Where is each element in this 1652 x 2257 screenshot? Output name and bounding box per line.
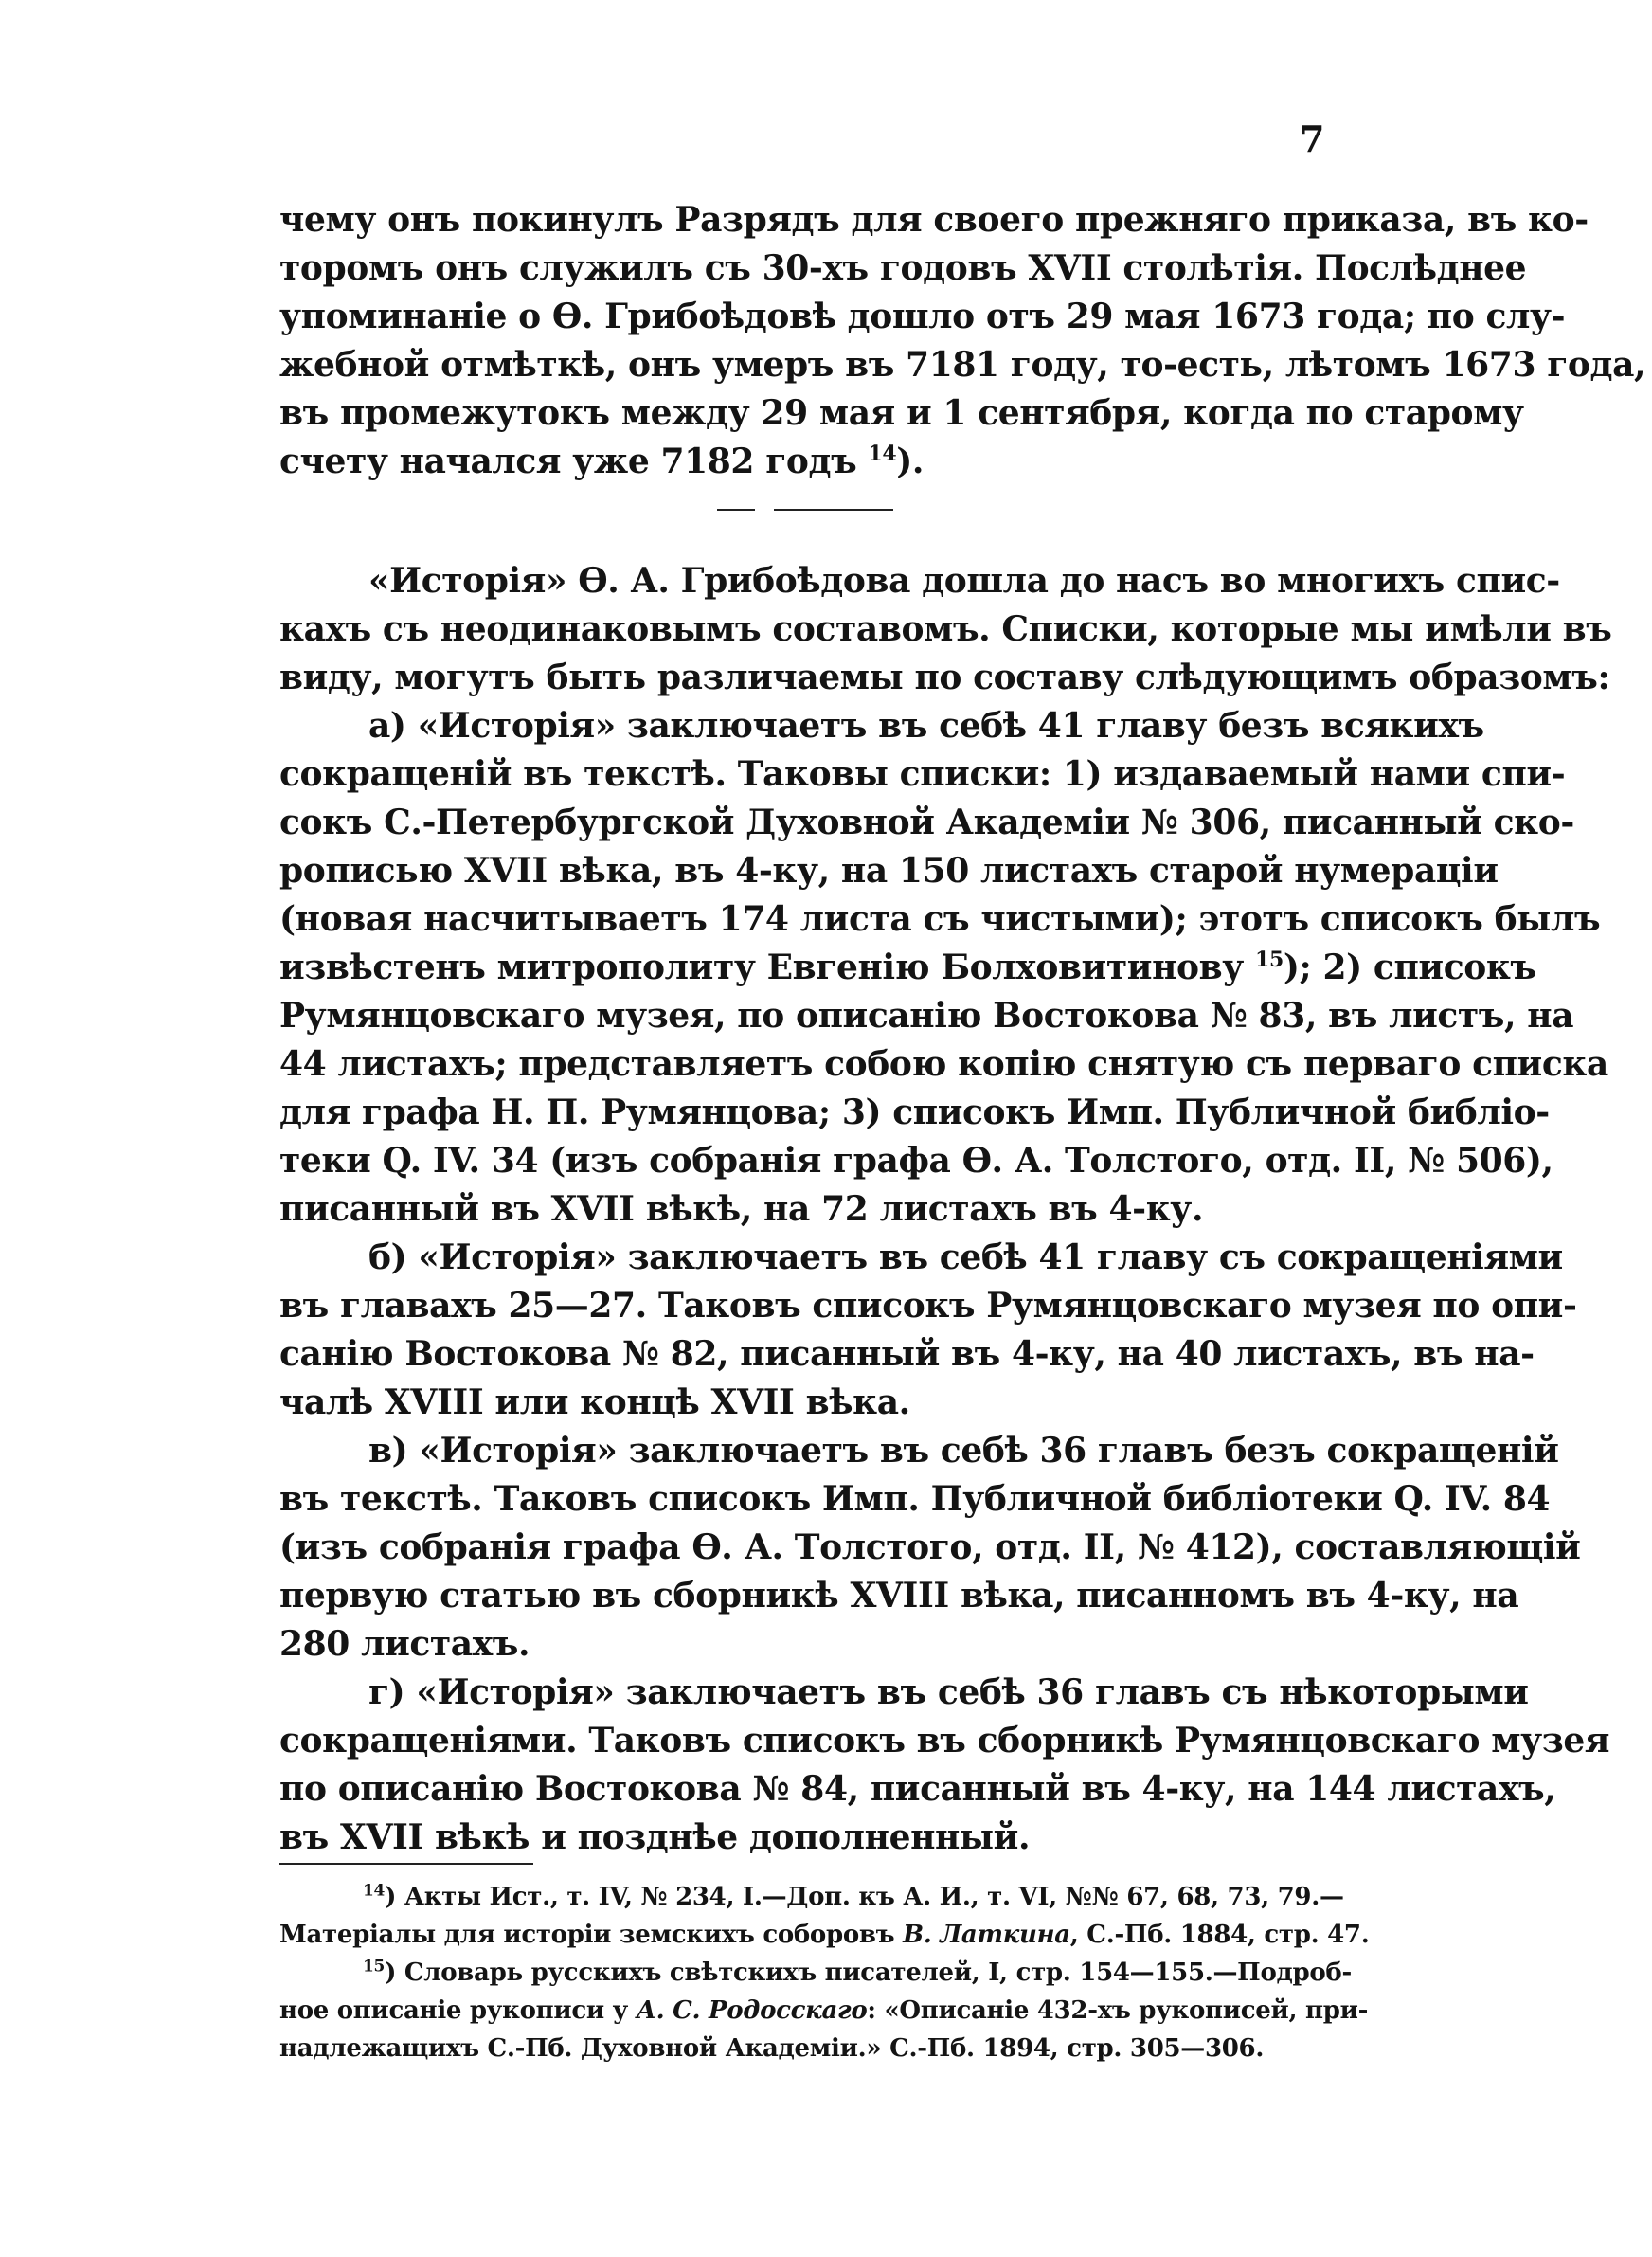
- text-line: «Исторія» Ѳ. А. Грибоѣдова дошла до насъ во многихъ спис-: [368, 561, 1560, 601]
- footnotes: [279, 1878, 1370, 2067]
- text-line: (изъ собранія графа Ѳ. А. Толстого, отд. II, № 412), составляющій: [279, 1527, 1581, 1567]
- paragraph-continuation: [279, 196, 1646, 486]
- text-line: рописью XVII вѣка, въ 4-ку, на 150 листахъ старой нумераціи: [279, 851, 1499, 891]
- text-line: 44 листахъ; представляетъ собою копію снятую съ перваго списка: [279, 1044, 1608, 1084]
- text-line: чалѣ XVIII или концѣ XVII вѣка.: [279, 1382, 910, 1422]
- footnote-number: 14: [363, 1881, 386, 1901]
- footnote-14-line: $^{14}$) Акты Ист., т. IV, № 234, I.—Доп. къ А. И., т. VI, №№ 67, 68, 73, 79.—: [363, 1881, 1344, 1911]
- text-line: въ текстѣ. Таковъ списокъ Имп. Публичной библіотеки Q. IV. 84: [279, 1479, 1551, 1519]
- text-line: для графа Н. П. Румянцова; 3) списокъ Имп. Публичной библіо-: [279, 1092, 1550, 1132]
- text-line: чему онъ покинулъ Разрядъ для своего прежняго приказа, въ ко-: [279, 200, 1589, 240]
- text-line: в) «Исторія» заключаетъ въ себѣ 36 главъ безъ сокращеній: [368, 1431, 1559, 1471]
- text-line: въ главахъ 25—27. Таковъ списокъ Румянцовскаго музея по опи-: [279, 1286, 1577, 1326]
- list-item-a: [279, 702, 1608, 1234]
- text-line: упоминаніе о Ѳ. Грибоѣдовѣ дошло отъ 29 мая 1673 года; по слу-: [279, 297, 1566, 336]
- text-line: г) «Исторія» заключаетъ въ себѣ 36 главъ съ нѣкоторыми: [368, 1672, 1529, 1712]
- text-line: санію Востокова № 82, писанный въ 4-ку, на 40 листахъ, въ на-: [279, 1334, 1535, 1374]
- footnote-rule: [279, 1863, 533, 1865]
- text-line: сокращеній въ текстѣ. Таковы списки: 1) издаваемый нами спи-: [279, 754, 1566, 794]
- text-line: въ XVII вѣкѣ и позднѣе дополненный.: [279, 1817, 1031, 1857]
- text-line: въ промежутокъ между 29 мая и 1 сентября, когда по старому: [279, 393, 1524, 433]
- text-line: сокращеніями. Таковъ списокъ въ сборникѣ Румянцовскаго музея: [279, 1721, 1610, 1760]
- footnote-14-line: Матеріалы для исторіи земскихъ соборовъ В. Латкина, С.-Пб. 1884, стр. 47.: [279, 1921, 1370, 1949]
- text-line: Румянцовскаго музея, по описанію Востокова № 83, въ листъ, на: [279, 996, 1574, 1036]
- footnote-15-line: надлежащихъ С.-Пб. Духовной Академіи.» С.-Пб. 1894, стр. 305—306.: [279, 2034, 1265, 2063]
- list-item-c: [279, 1427, 1581, 1669]
- text-line: сокъ С.-Петербургской Духовной Академіи № 306, писанный ско-: [279, 803, 1574, 842]
- text-line: (новая насчитываетъ 174 листа съ чистыми); этотъ списокъ былъ: [279, 899, 1601, 939]
- footnote-ref[interactable]: 15: [1255, 948, 1284, 972]
- text-line: жебной отмѣткѣ, онъ умеръ въ 7181 году, то-есть, лѣтомъ 1673 года,: [279, 345, 1646, 385]
- text-line: торомъ онъ служилъ съ 30-хъ годовъ XVII столѣтія. Послѣднее: [279, 248, 1527, 288]
- text-line: 280 листахъ.: [279, 1624, 530, 1664]
- text-line: писанный въ XVII вѣкѣ, на 72 листахъ въ 4-ку.: [279, 1189, 1204, 1229]
- page-number: 7: [1300, 117, 1325, 160]
- text-line: счету начался уже 7182 годъ $^{14}$).: [279, 442, 925, 481]
- text-line: б) «Исторія» заключаетъ въ себѣ 41 главу съ сокращеніями: [368, 1237, 1563, 1277]
- paragraph-intro: [279, 557, 1612, 702]
- list-item-d: [279, 1669, 1610, 1862]
- text-line: виду, могутъ быть различаемы по составу слѣдующимъ образомъ:: [279, 658, 1610, 697]
- list-item-b: [279, 1234, 1577, 1427]
- text-line: а) «Исторія» заключаетъ въ себѣ 41 главу безъ всякихъ: [368, 706, 1484, 746]
- text-line: по описанію Востокова № 84, писанный въ 4-ку, на 144 листахъ,: [279, 1769, 1556, 1809]
- footnote-number: 15: [363, 1957, 386, 1977]
- text-line: теки Q. IV. 34 (изъ собранія графа Ѳ. А. Толстого, отд. II, № 506),: [279, 1141, 1553, 1181]
- text-line: кахъ съ неодинаковымъ составомъ. Списки, которые мы имѣли въ: [279, 609, 1612, 649]
- footnote-15-line: $^{15}$) Словарь русскихъ свѣтскихъ писателей, I, стр. 154—155.—Подроб-: [363, 1957, 1352, 1987]
- text-line: первую статью въ сборникѣ XVIII вѣка, писанномъ въ 4-ку, на: [279, 1576, 1519, 1616]
- footnote-15-line: ное описаніе рукописи у А. С. Родосскаго: «Описаніе 432-хъ рукописей, при-: [279, 1996, 1369, 2025]
- text-line: извѣстенъ митрополиту Евгенію Болховитинову $^{15}$); 2) списокъ: [279, 948, 1536, 987]
- section-separator: [717, 509, 893, 513]
- footnote-ref[interactable]: 14: [868, 442, 897, 466]
